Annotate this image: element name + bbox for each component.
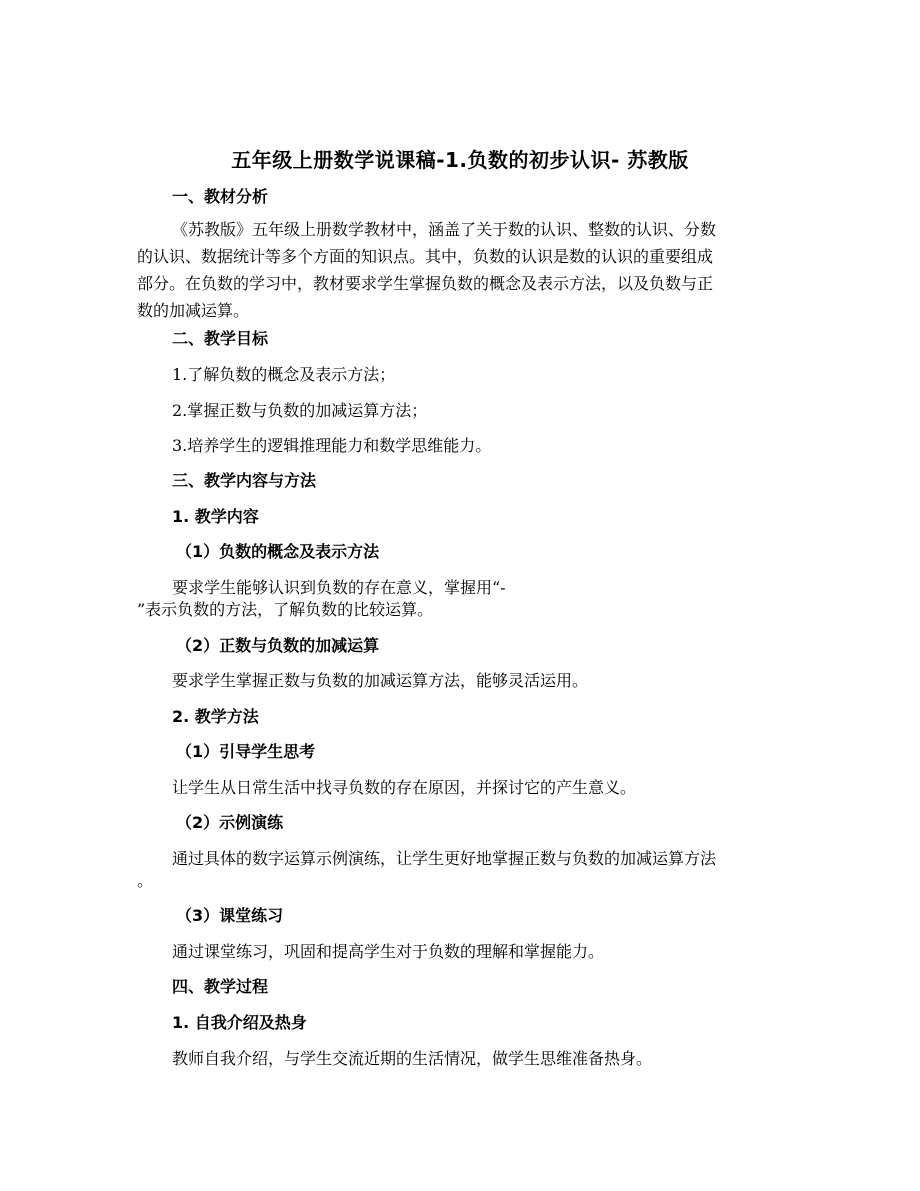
body-text: 通过课堂练习，巩固和提高学生对于负数的理解和掌握能力。: [172, 942, 605, 961]
subheading-guide-thinking: （1）引导学生思考: [176, 742, 316, 761]
document-title: 五年级上册数学说课稿-1.负数的初步认识- 苏教版: [231, 148, 689, 172]
paragraph-line: 的认识、数据统计等多个方面的知识点。其中，负数的认识是数的认识的重要组成: [137, 247, 714, 266]
body-text: 让学生从日常生活中找寻负数的存在原因，并探讨它的产生意义。: [172, 778, 637, 797]
subheading-class-exercise: （3）课堂练习: [176, 906, 284, 925]
section-heading-materials: 一、教材分析: [172, 187, 269, 206]
paragraph-line: 数的加减运算。: [137, 301, 250, 320]
section-heading-goals: 二、教学目标: [172, 329, 269, 348]
section-heading-content-method: 三、教学内容与方法: [172, 471, 317, 490]
body-text: 要求学生能够认识到负数的存在意义，掌握用“-: [172, 578, 506, 597]
subheading-teaching-content: 1. 教学内容: [172, 507, 259, 526]
goal-item: 2.掌握正数与负数的加减运算方法；: [172, 401, 428, 420]
section-heading-process: 四、教学过程: [172, 977, 269, 996]
paragraph-line: 部分。在负数的学习中，教材要求学生掌握负数的概念及表示方法，以及负数与正: [137, 274, 714, 293]
body-text: 。: [137, 871, 154, 890]
subheading-teaching-method: 2. 教学方法: [172, 707, 259, 726]
subheading-intro-warmup: 1. 自我介绍及热身: [172, 1013, 307, 1032]
subheading-add-subtract: （2）正数与负数的加减运算: [176, 636, 380, 655]
body-text: ”表示负数的方法，了解负数的比较运算。: [137, 600, 434, 619]
body-text: 要求学生掌握正数与负数的加减运算方法，能够灵活运用。: [172, 671, 589, 690]
subheading-negative-concept: （1）负数的概念及表示方法: [176, 542, 380, 561]
body-text: 教师自我介绍，与学生交流近期的生活情况，做学生思维准备热身。: [172, 1049, 653, 1068]
goal-item: 1.了解负数的概念及表示方法；: [172, 365, 396, 384]
materials-paragraph: [137, 216, 785, 324]
paragraph-line: 《苏教版》五年级上册数学教材中，涵盖了关于数的认识、整数的认识、分数: [172, 220, 717, 239]
goal-item: 3.培养学生的逻辑推理能力和数学思维能力。: [172, 436, 492, 455]
subheading-example-practice: （2）示例演练: [176, 813, 284, 832]
body-text: 通过具体的数字运算示例演练，让学生更好地掌握正数与负数的加减运算方法: [172, 849, 717, 868]
